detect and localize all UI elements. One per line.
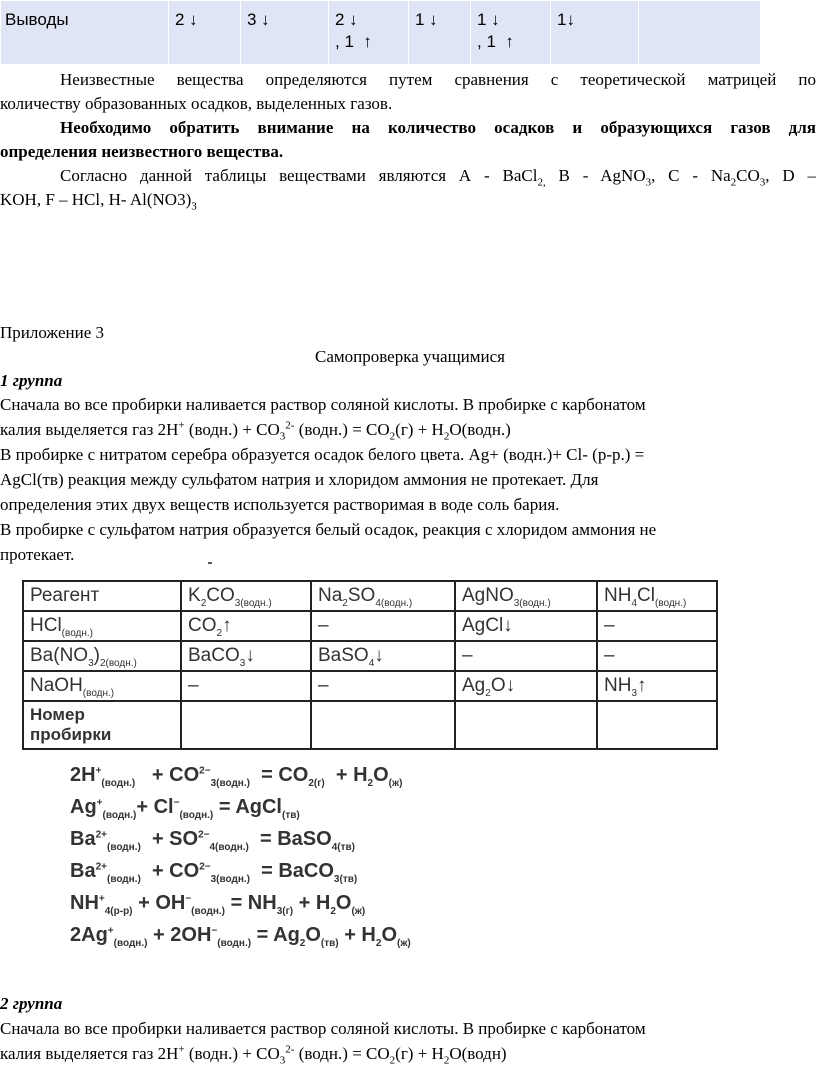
table-cell: $CO_2↑$ [181, 611, 311, 641]
table-header-cell: $Na_2SO_{4(водн.)}$ [311, 581, 455, 611]
results-cell: 3 ↓ [241, 1, 329, 65]
table-cell: $Ag_2O↓$ [455, 671, 597, 701]
paragraph-answer-line1: Согласно данной таблицы веществами являются А - BaCl$_{2,}$ B - AgNO$_3$, C - $Na_2CO_3$, D – [60, 166, 816, 189]
table-cell: $NH_3↑$ [597, 671, 717, 701]
paragraph-attention-line1: Необходимо обратить внимание на количество осадков и образующихся газов для [60, 118, 816, 137]
results-cell-label: Выводы [1, 1, 169, 65]
table-cell: – [455, 641, 597, 671]
group1-text-line: В пробирке с нитратом серебра образуется осадок белого цвета. Ag+ (водн.)+ Cl- (р-р.) = [0, 445, 645, 464]
table-cell: – [311, 611, 455, 641]
results-cell-empty [639, 1, 761, 65]
table-header-cell: AgNO$_{3(водн.)}$ [455, 581, 597, 611]
table-cell-empty [181, 701, 311, 749]
group2-text-line: Сначала во все пробирки наливается раствор соляной кислоты. В пробирке с карбонатом [0, 1019, 646, 1038]
table-row [23, 671, 717, 701]
table-row [23, 701, 717, 749]
results-cell: 2 ↓ [169, 1, 241, 65]
group2-text-line: калия выделяется газ 2H+ (водн.) + $CO_3^{2-}$ (водн.) = $CO_2(г)$ + $H_2O(водн)$ [0, 1043, 507, 1067]
table-cell: BaCO$_3$↓ [181, 641, 311, 671]
table-row [23, 641, 717, 671]
group2-heading: 2 группа [0, 994, 63, 1013]
paragraph-attention-line2: определения неизвестного вещества. [0, 142, 284, 161]
equation-2: $Ag^+_{(водн.)}+ Cl^-_{(водн.)}$ = AgCl$_{(тв)}$ [70, 796, 300, 821]
group1-text-line: протекает. [0, 545, 75, 564]
results-table [0, 0, 761, 65]
equation-4: $Ba^{2+}_{(водн.)} + CO^{2-}_{3(водн.)}$ = BaCO$_{3(тв)}$ [70, 860, 358, 885]
group1-text-line: AgCl(тв) реакция между сульфатом натрия и хлоридом аммония не протекает. Для [0, 470, 599, 489]
table-cell: – [597, 611, 717, 641]
appendix-title: Приложение 3 [0, 323, 104, 342]
table-cell: – [311, 671, 455, 701]
table-row [23, 581, 717, 611]
results-cell: 1 ↓ , 1 ↑ [471, 1, 551, 65]
table-row [23, 611, 717, 641]
results-cell: 1 ↓ [409, 1, 471, 65]
paragraph-answer-line2: KOH, F – HCl, H- $Al(NO3)_3$ [0, 190, 197, 213]
table-cell: Номер пробирки [23, 701, 181, 749]
table-cell-empty [597, 701, 717, 749]
equation-5: $NH^+_{4(р-р)} + OH^-_{(водн.)} = NH_{3(г)} + H_2O_{(ж)}$ [70, 892, 366, 917]
table-header-cell: $NH_4Cl_{(водн.)}$ [597, 581, 717, 611]
results-cell: 2 ↓ , 1 ↑ [329, 1, 409, 65]
table-cell-empty [455, 701, 597, 749]
table-cell: BaSO$_4$↓ [311, 641, 455, 671]
table-cell: – [597, 641, 717, 671]
results-row [1, 1, 761, 65]
group1-text-line: определения этих двух веществ используется растворимая в воде соль бария. [0, 495, 560, 514]
table-cell: NaOH$_{(водн.)}$ [23, 671, 181, 701]
table-header-cell: $K_2CO_{3(водн.)}$ [181, 581, 311, 611]
paragraph-matrix-line2: количеству образованных осадков, выделенных газов. [0, 94, 393, 113]
group1-text-line: В пробирке с сульфатом натрия образуется белый осадок, реакция с хлоридом аммония не [0, 520, 657, 539]
table-cell: – [181, 671, 311, 701]
appendix-subtitle: Самопроверка учащимися [314, 347, 505, 366]
equation-6: $2Ag^+_{(водн.)} + 2OH^-_{(водн.)} = Ag_2O_{(тв)} + H_2O_{(ж)}$ [70, 924, 411, 949]
group1-heading: 1 группа [0, 371, 63, 390]
equation-1: $2H^+_{(водн.)}$ + $CO^{2-}_{3(водн.)} = CO_{2(г)} + H_2O_{(ж)}$ [70, 764, 403, 789]
paragraph-matrix-line1: Неизвестные вещества определяются путем сравнения с теоретической матрицей по [60, 70, 816, 89]
table-cell: AgCl↓ [455, 611, 597, 641]
table-cell: $Ba(NO_3)_{2(водн.)}$ [23, 641, 181, 671]
table-cell-empty [311, 701, 455, 749]
group1-text-line: Сначала во все пробирки наливается раствор соляной кислоты. В пробирке с карбонатом [0, 395, 646, 414]
table-cell: HCl$_{(водн.)}$ [23, 611, 181, 641]
table-header-cell: Реагент [23, 581, 181, 611]
reagent-table [22, 580, 718, 750]
equation-3: $Ba^{2+}_{(водн.)} + SO^{2-}_{4(водн.)}$ = BaSO$_{4(тв)}$ [70, 828, 355, 853]
scan-mark [208, 562, 212, 564]
group1-text-line: калия выделяется газ 2H+ (водн.) + $CO_3^{2-}$ (водн.) = $CO_2(г)$ + $H_2O(водн.)$ [0, 419, 511, 443]
results-cell: 1↓ [551, 1, 639, 65]
